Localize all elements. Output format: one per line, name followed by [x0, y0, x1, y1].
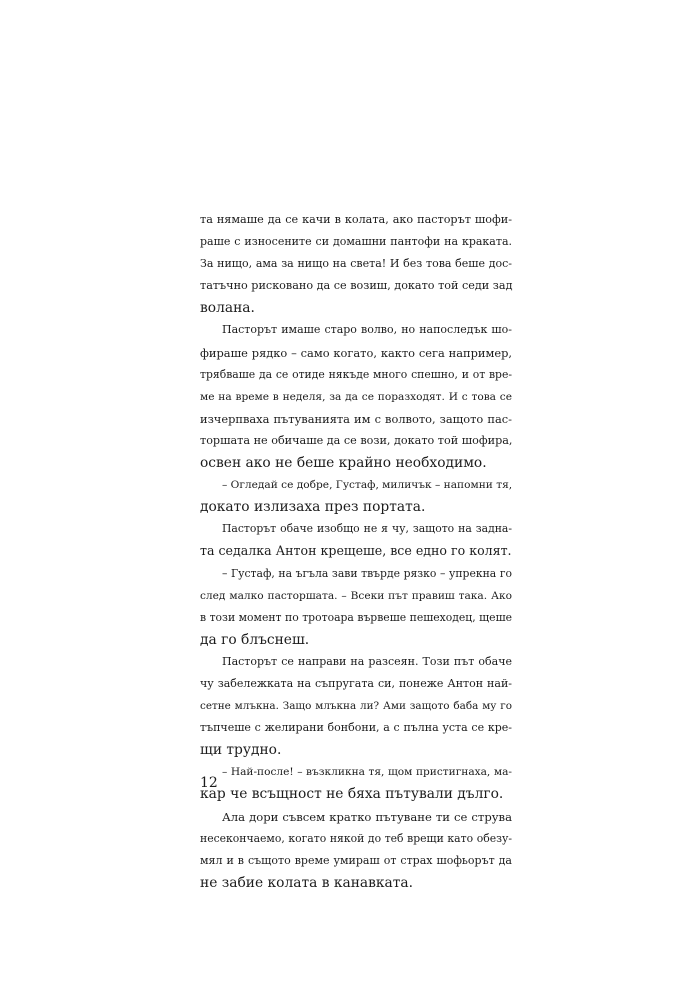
text-line: та нямаше да се качи в колата, ако пасторът шофи-	[200, 213, 512, 226]
text-line: след малко пасторшата. – Всеки път правиш така. Ако	[200, 589, 512, 602]
text-line: торшата не обичаше да се вози, докато той шофира,	[200, 433, 513, 447]
text-line: Ала дори съвсем кратко пътуване ти се струва	[222, 809, 512, 824]
text-line: чу забележката на съпругата си, понеже Антон най-	[200, 676, 512, 690]
text-line: татъчно рисковано да се возиш, докато той седи зад	[200, 279, 513, 293]
text-line: кар че всъщност не бяха пътували дълго.	[200, 786, 504, 803]
paragraph	[200, 761, 512, 805]
text-line: Пасторът имаше старо волво, но напоследък шо-	[222, 323, 512, 337]
text-line: та седалка Антон крещеше, все едно го колят.	[200, 543, 512, 559]
text-line: ме на време в неделя, за да се поразходят. И с това се	[200, 390, 512, 403]
text-line: – Огледай се добре, Густаф, миличък – напомни тя,	[222, 479, 513, 492]
paragraph	[200, 474, 512, 518]
text-line: раше с износените си домашни пантофи на краката.	[200, 235, 512, 249]
text-line: изчерпваха пътуванията им с волвото, защото пас-	[200, 411, 512, 426]
paragraph	[200, 319, 512, 474]
text-line: не забие колата в канавката.	[200, 874, 413, 891]
page-number: 12	[200, 775, 218, 791]
text-line: щи трудно.	[200, 742, 282, 759]
text-line: тъпчеше с желирани бонбони, а с пълна уста се кре-	[200, 721, 512, 735]
text-line: трябваше да се отиде някъде много спешно, и от вре-	[200, 367, 512, 381]
text-line: сетне млъкна. Защо млъкна ли? Ами защото баба му го	[200, 700, 512, 713]
text-line: в този момент по тротоара вървеше пешеходец, щеше	[200, 610, 512, 624]
text-line: Пасторът се направи на разсеян. Този път обаче	[222, 654, 512, 668]
text-line: – Густаф, на ъгъла зави твърде рязко – упрекна го	[222, 566, 512, 580]
paragraph	[200, 563, 512, 651]
text-line: мял и в същото време умираш от страх шофьорът да	[200, 853, 512, 867]
text-line: Пасторът обаче изобщо не я чу, защото на задна-	[222, 522, 512, 536]
text-line: волана.	[200, 300, 255, 317]
paragraph	[200, 651, 512, 761]
text-line: да го блъснеш.	[200, 631, 310, 648]
body-text	[200, 209, 512, 894]
text-line: докато излизаха през портата.	[200, 499, 426, 516]
text-line: – Най-после! – възкликна тя, щом пристигнаха, ма-	[222, 766, 512, 779]
text-line: За нищо, ама за нищо на света! И без това беше дос-	[200, 257, 512, 271]
paragraph	[200, 806, 512, 894]
text-line: несекончаемо, когато някой до теб врещи като обезу-	[200, 831, 512, 845]
paragraph	[200, 209, 512, 319]
text-line: освен ако не беше крайно необходимо.	[200, 455, 487, 472]
paragraph	[200, 518, 512, 562]
text-line: фираше рядко – само когато, както сега например,	[200, 345, 512, 360]
